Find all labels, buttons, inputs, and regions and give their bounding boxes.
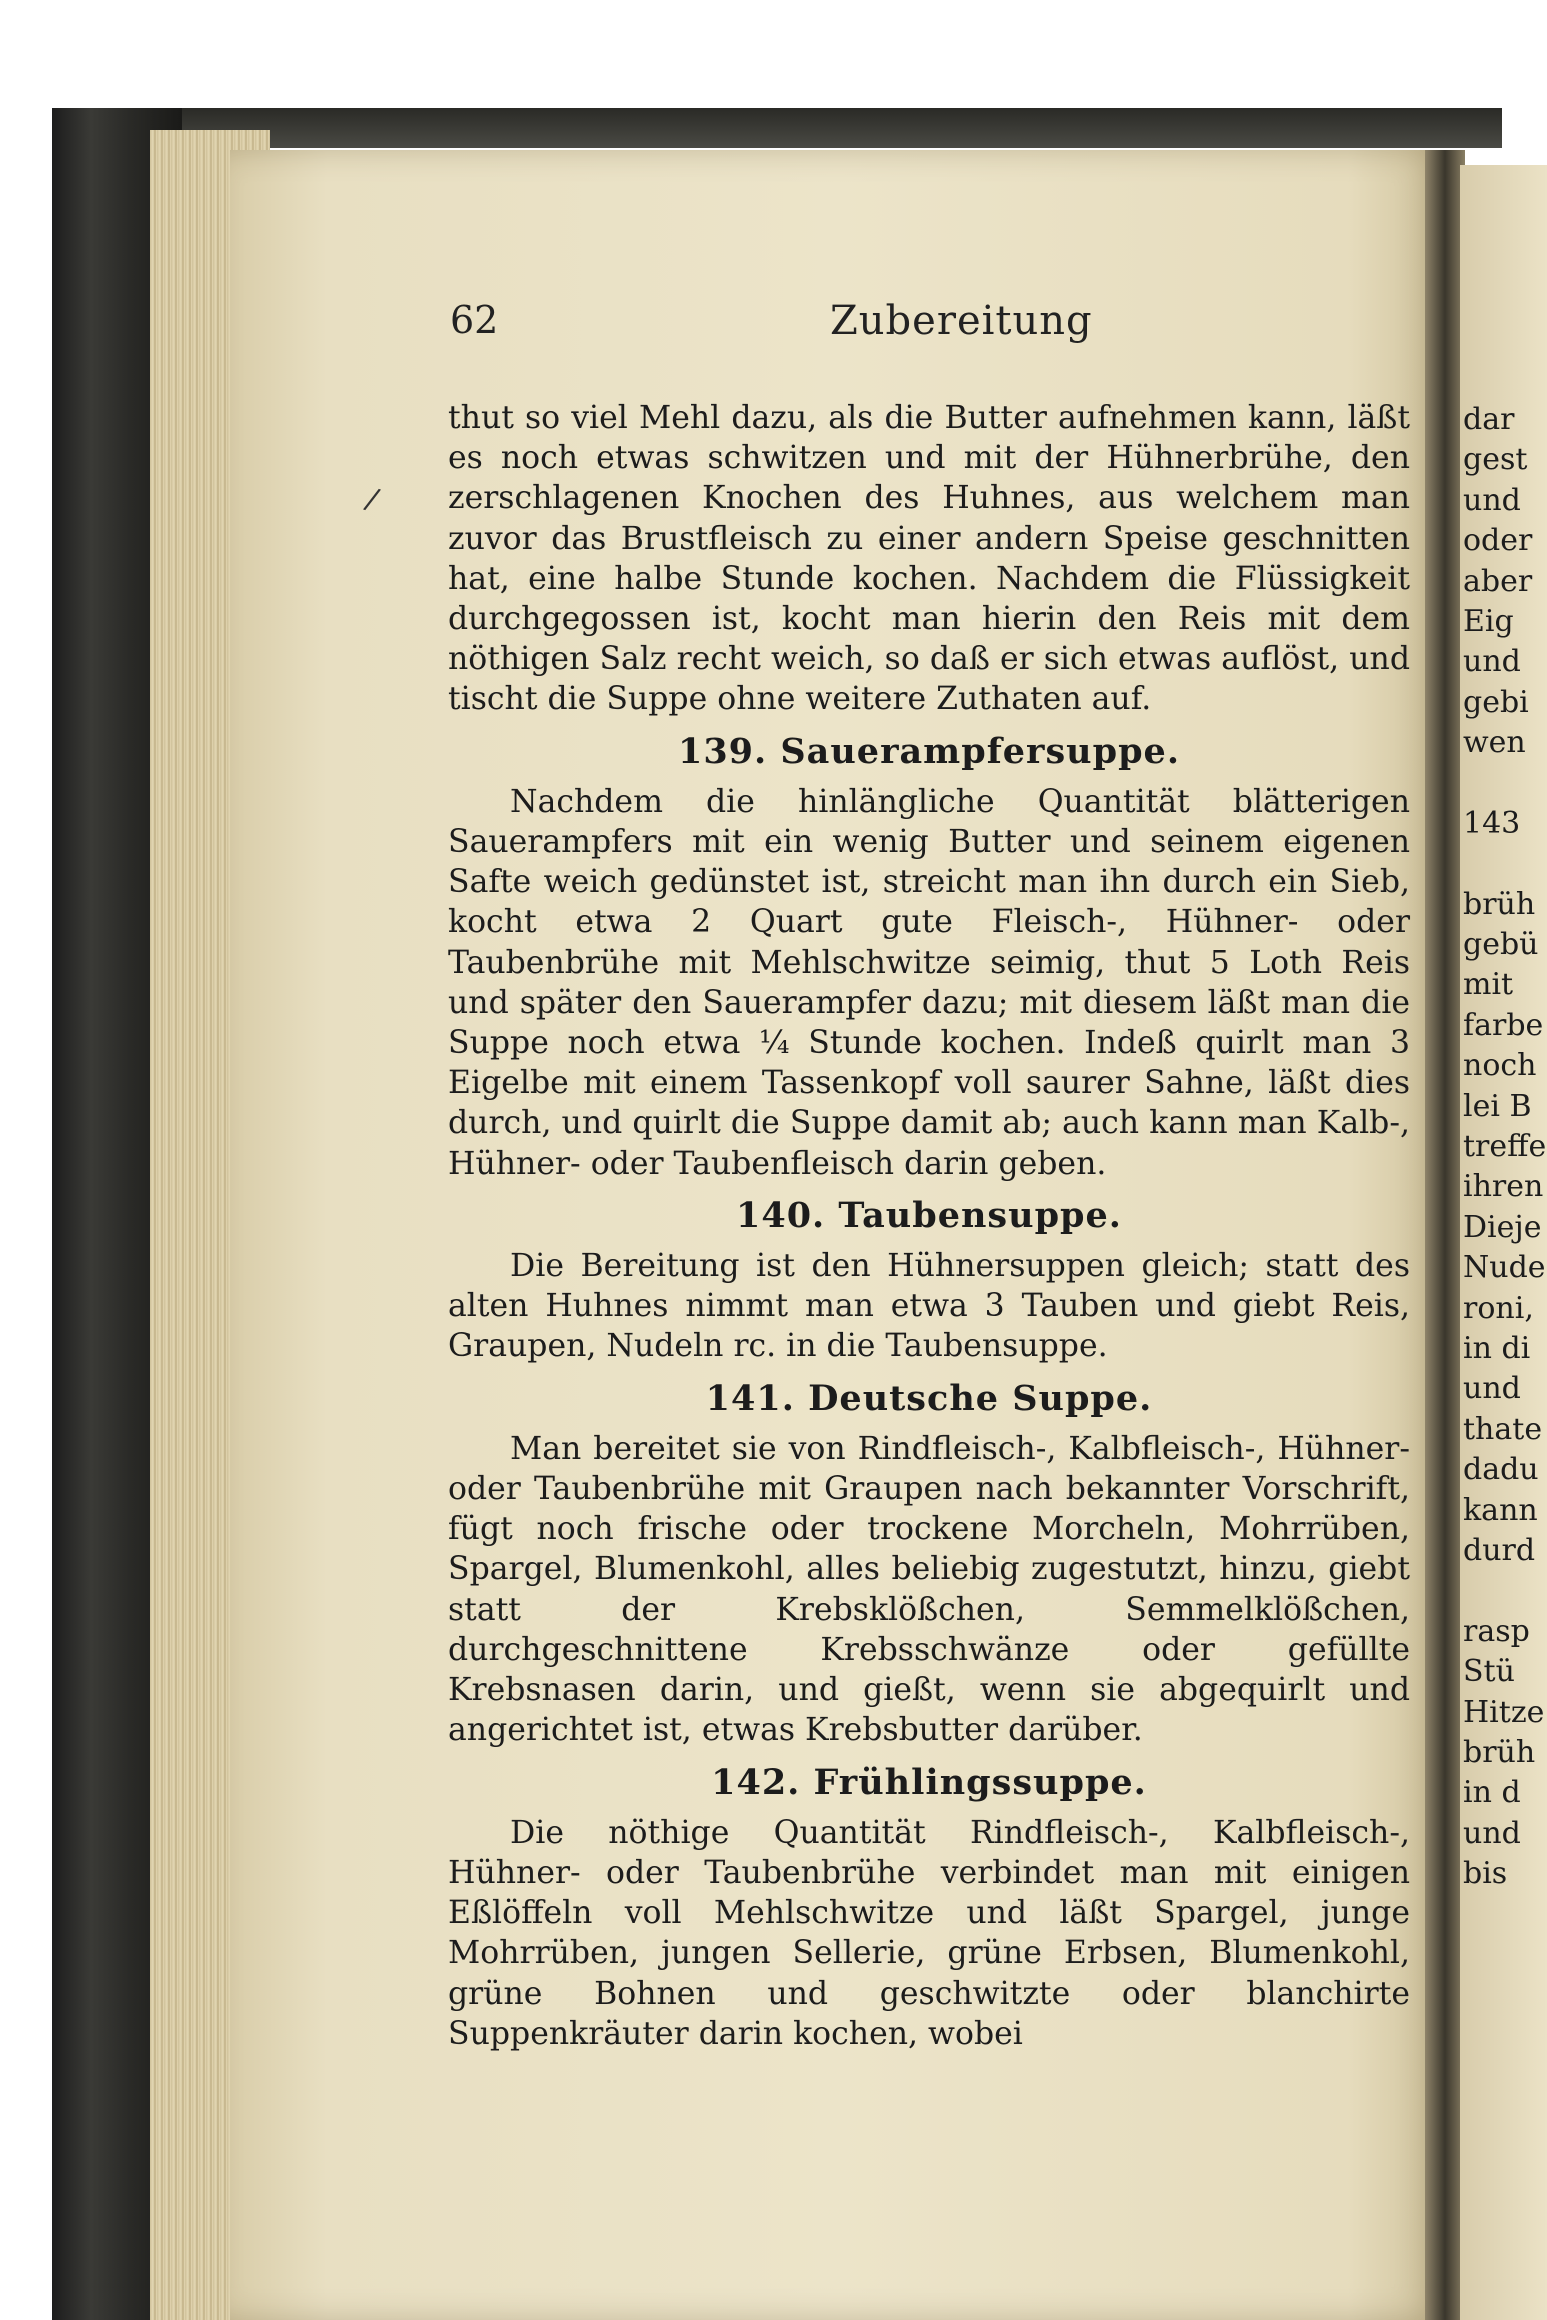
facing-page-line: rasp	[1463, 1613, 1530, 1649]
recipe-heading-142: 142. Frühlingssuppe.	[711, 1761, 1147, 1803]
facing-page-line: und	[1463, 1815, 1521, 1851]
facing-page-line	[1463, 764, 1547, 804]
facing-page-line: in d	[1463, 1775, 1521, 1811]
facing-page-line: und	[1463, 1371, 1521, 1407]
facing-page-line: aber	[1463, 563, 1533, 599]
page-header	[450, 298, 1380, 358]
facing-page-line: lei B	[1463, 1088, 1532, 1124]
facing-page-line: gest	[1463, 442, 1528, 478]
facing-page-line: dar	[1463, 402, 1515, 437]
book-gutter	[1425, 150, 1465, 2320]
facing-page-line: durd	[1463, 1532, 1536, 1568]
recipe-text-139: Nachdem die hinlängliche Quantität blätterigen Sauerampfers mit ein wenig Butter und seinem eigenen Safte weich gedünstet ist, streicht man ihn durch ein Sieb, kocht etwa 2 Quart gute Fleisch-, Hühner- oder Taubenbrühe mit Mehlschwitze seimig, thut 5 Loth Reis und später den Sauerampfer dazu; mit diesem läßt man die Suppe noch etwa ¼ Stunde kochen. Indeß quirlt man 3 Eigelbe mit einem Tassenkopf voll saurer Sahne, läßt dies durch, und quirlt die Suppe damit ab; auch kann man Kalb-, Hühner- oder Taubenfleisch darin geben.	[448, 783, 1410, 1182]
facing-page-line: gebü	[1463, 927, 1539, 963]
margin-mark: /	[361, 481, 383, 518]
facing-page-line	[1463, 1571, 1547, 1611]
facing-page-line: brüh	[1463, 886, 1536, 922]
page-number: 62	[450, 298, 499, 342]
facing-page-line: Nude	[1463, 1250, 1546, 1286]
facing-page-line: thate	[1463, 1411, 1543, 1447]
facing-page-line: ihren	[1463, 1169, 1544, 1205]
facing-page-text	[1463, 400, 1547, 1894]
recipe-heading-140: 140. Taubensuppe.	[736, 1194, 1122, 1236]
facing-page-line: wen	[1463, 725, 1526, 761]
facing-page-line: Stü	[1463, 1654, 1515, 1690]
facing-page-line: kann	[1463, 1492, 1538, 1528]
recipe-text-141: Man bereitet sie von Rindfleisch-, Kalbfleisch-, Hühner- oder Taubenbrühe mit Graupen nach bekannter Vorschrift, fügt noch frische oder trockene Morcheln, Mohrrüben, Spargel, Blumenkohl, alles beliebig zugestutzt, hinzu, giebt statt der Krebsklößchen, Semmelklößchen, durchgeschnittene Krebsschwänze oder gefüllte Krebsnasen darin, und gießt, wenn sie abgequirlt und angerichtet ist, etwas Krebsbutter darüber.	[448, 1430, 1410, 1749]
facing-page-line: Eig	[1463, 603, 1514, 639]
facing-page-line: mit	[1463, 967, 1514, 1003]
facing-page-line: oder	[1463, 523, 1533, 559]
facing-page-line: bis	[1463, 1856, 1508, 1892]
facing-page-line: 143	[1463, 805, 1521, 841]
recipe-text-142: Die nöthige Quantität Rindfleisch-, Kalbfleisch-, Hühner- oder Taubenbrühe verbindet man mit einigen Eßlöffeln voll Mehlschwitze und läßt Spargel, junge Mohrrüben, jungen Sellerie, grüne Erbsen, Blumenkohl, grüne Bohnen und geschwitzte oder blanchirte Suppenkräuter darin kochen, wobei	[448, 1814, 1410, 2052]
page-body	[448, 398, 1410, 2054]
facing-page-line: farbe	[1463, 1007, 1544, 1043]
facing-page-line: und	[1463, 644, 1521, 680]
facing-page-line: brüh	[1463, 1734, 1536, 1770]
facing-page-line: Hitze	[1463, 1694, 1545, 1730]
facing-page-line: gebi	[1463, 684, 1529, 720]
facing-page-line: treffe	[1463, 1129, 1547, 1165]
recipe-text-140: Die Bereitung ist den Hühnersuppen gleich; statt des alten Huhnes nimmt man etwa 3 Tauben und giebt Reis, Graupen, Nudeln rc. in die Taubensuppe.	[448, 1248, 1410, 1365]
facing-page-line: und	[1463, 482, 1521, 518]
facing-page-line: Dieje	[1463, 1209, 1542, 1245]
paragraph-continuation: thut so viel Mehl dazu, als die Butter aufnehmen kann, läßt es noch etwas schwitzen und mit der Hühnerbrühe, den zerschlagenen Knochen des Huhnes, aus welchem man zuvor das Brustfleisch zu einer andern Speise geschnitten hat, eine halbe Stunde kochen. Nachdem die Flüssigkeit durchgegossen ist, kocht man hierin den Reis mit dem nöthigen Salz recht weich, so daß er sich etwas auflöst, und tischt die Suppe ohne weitere Zuthaten auf.	[448, 400, 1410, 718]
facing-page-line: noch	[1463, 1048, 1537, 1084]
facing-page-line	[1463, 844, 1547, 884]
facing-page-line: in di	[1463, 1330, 1531, 1366]
facing-page-line: roni,	[1463, 1290, 1534, 1326]
recipe-heading-139: 139. Sauerampfersuppe.	[677, 730, 1181, 772]
facing-page-line: dadu	[1463, 1452, 1539, 1488]
running-head: Zubereitung	[830, 298, 1093, 344]
recipe-heading-141: 141. Deutsche Suppe.	[705, 1377, 1153, 1419]
